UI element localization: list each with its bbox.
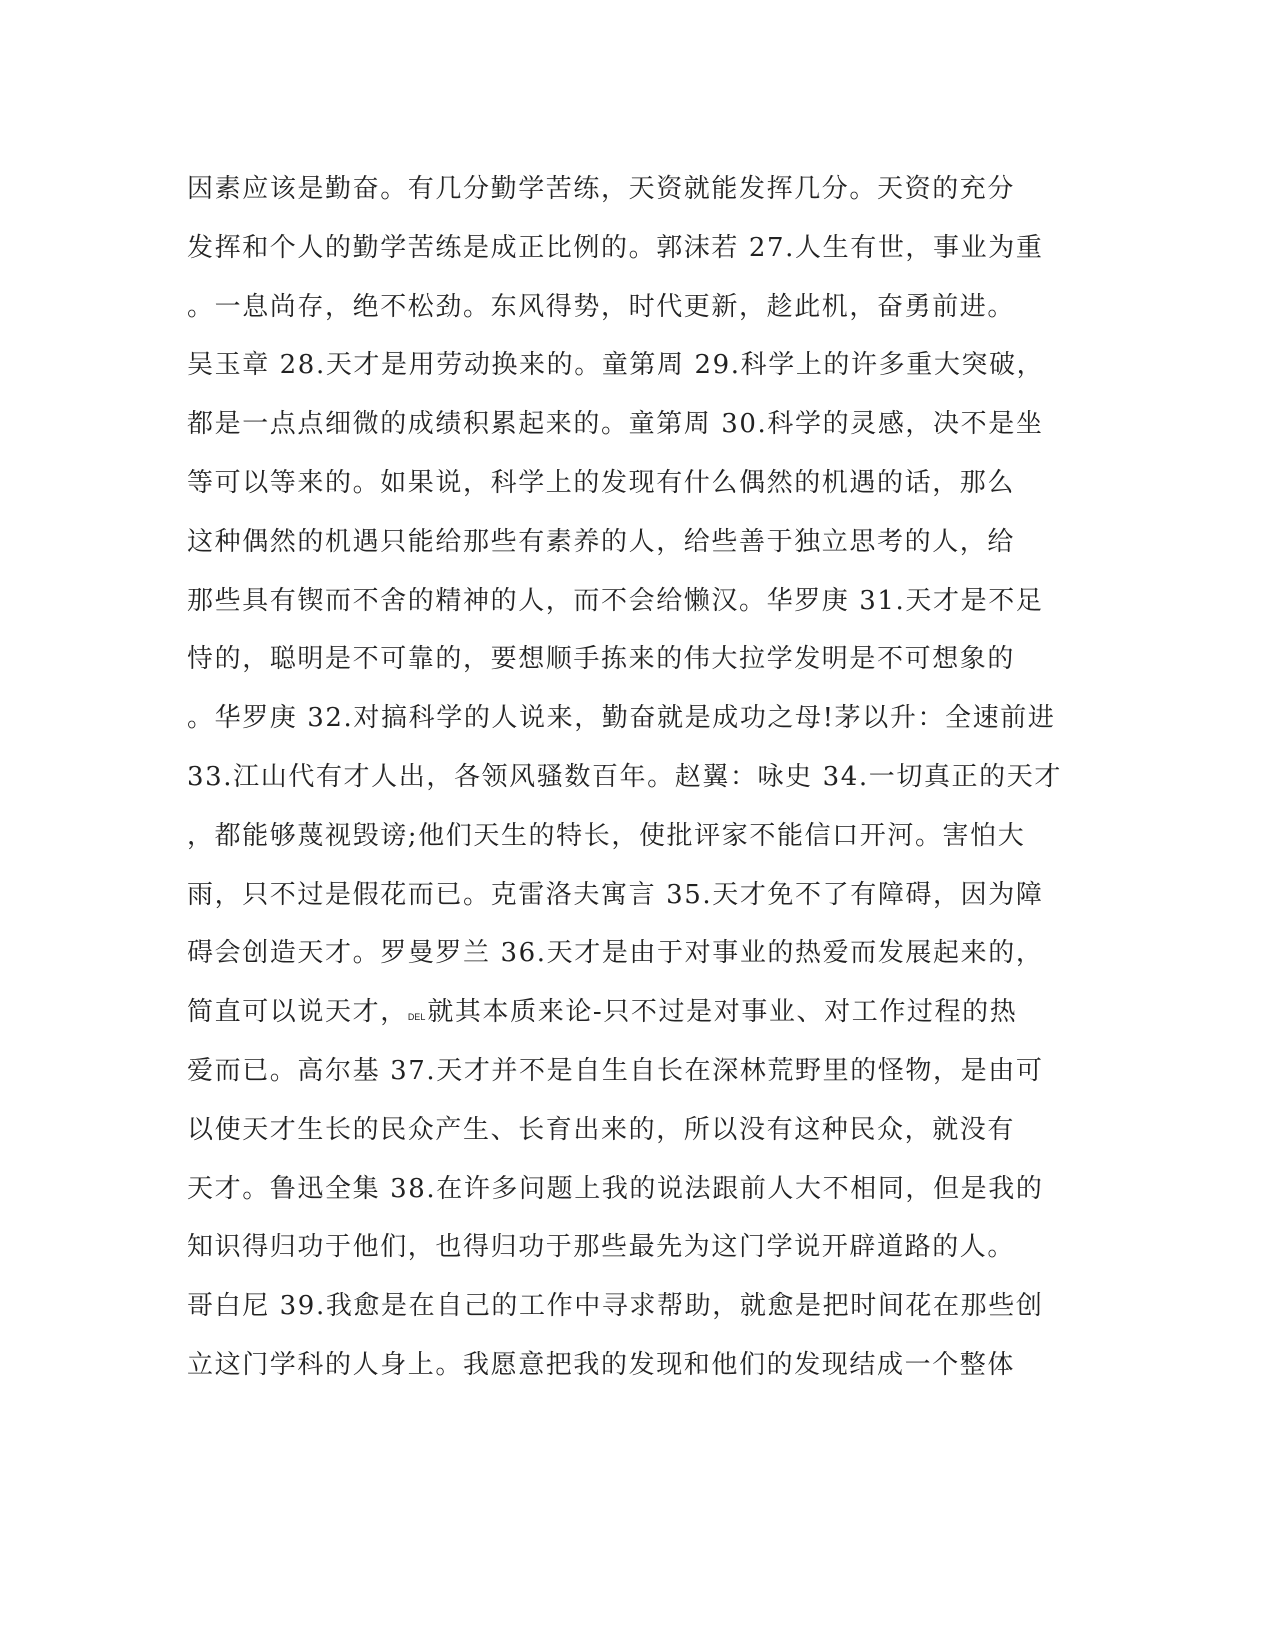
text-line-6: 等可以等来的。如果说，科学上的发现有什么偶然的机遇的话，那么: [187, 467, 1016, 498]
text-line-13: 雨，只不过是假花而已。克雷洛夫寓言 35.天才免不了有障碍，因为障: [187, 879, 1044, 910]
text-line-4: 吴玉章 28.天才是用劳动换来的。童第周 29.科学上的许多重大突破，: [187, 350, 1045, 381]
text-line-15: [187, 983, 1087, 1042]
text-line-18: 天才。鲁迅全集 38.在许多问题上我的说法跟前人大不相同，但是我的: [187, 1173, 1044, 1204]
text-line-15-end: 就其本质来论-只不过是对事业、对工作过程的热: [427, 997, 1018, 1028]
text-line-11: 33.江山代有才人出，各领风骚数百年。赵翼：咏史 34.一切真正的天才: [187, 761, 1062, 792]
text-line-14: 碍会创造天才。罗曼罗兰 36.天才是由于对事业的热爱而发展起来的，: [187, 938, 1044, 969]
text-line-2: 发挥和个人的勤学苦练是成正比例的。郭沫若 27.人生有世，事业为重: [187, 232, 1044, 263]
text-line-7: 这种偶然的机遇只能给那些有素养的人，给些善于独立思考的人，给: [187, 526, 1016, 557]
text-line-19: 知识得归功于他们，也得归功于那些最先为这门学说开辟道路的人。: [187, 1232, 1016, 1263]
text-line-1: 因素应该是勤奋。有几分勤学苦练，天资就能发挥几分。天资的充分: [187, 174, 1016, 204]
text-line-21: 立这门学科的人身上。我愿意把我的发现和他们的发现结成一个整体: [187, 1349, 1016, 1380]
text-line-8: 那些具有锲而不舍的精神的人，而不会给懒汉。华罗庚 31.天才是不足: [187, 585, 1044, 616]
text-line-15-start: 简直可以说天才，: [187, 997, 408, 1028]
text-line-20: 哥白尼 39.我愈是在自己的工作中寻求帮助，就愈是把时间花在那些创: [187, 1291, 1044, 1322]
del-mark: DEL: [407, 1012, 426, 1023]
text-line-9: 恃的，聪明是不可靠的，要想顺手拣来的伟大拉学发明是不可想象的: [187, 644, 1016, 675]
text-line-3: 。一息尚存，绝不松劲。东风得势，时代更新，趁此机，奋勇前进。: [187, 291, 1016, 322]
text-line-17: 以使天才生长的民众产生、长育出来的，所以没有这种民众，就没有: [187, 1114, 1016, 1145]
body-text: [187, 160, 1087, 1395]
text-line-5: 都是一点点细微的成绩积累起来的。童第周 30.科学的灵感，决不是坐: [187, 409, 1044, 440]
text-line-12: ，都能够蔑视毁谤;他们天生的特长，使批评家不能信口开河。害怕大: [187, 820, 1026, 851]
text-line-10: 。华罗庚 32.对搞科学的人说来，勤奋就是成功之母!茅以升：全速前进: [187, 703, 1056, 734]
text-line-16: 爱而已。高尔基 37.天才并不是自生自长在深林荒野里的怪物，是由可: [187, 1055, 1044, 1086]
